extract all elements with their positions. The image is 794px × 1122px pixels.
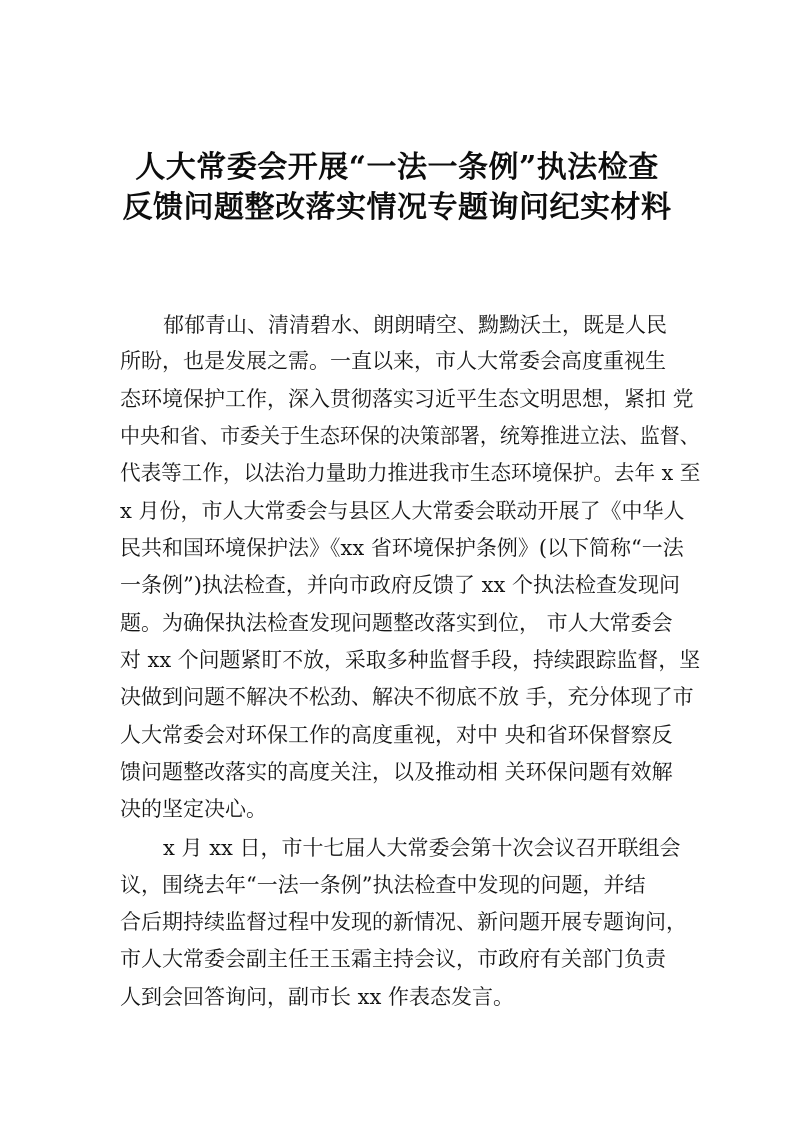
paragraph-1-line-4: 中央和省、市委关于生态环保的决策部署，统筹推进立法、监督、: [120, 424, 700, 448]
paragraph-1-line-9: 题。为确保执法检查发现问题整改落实到位， 市人大常委会: [120, 611, 673, 635]
paragraph-2-line-3: 合后期持续监督过程中发现的新情况、新问题开展专题询问，: [120, 910, 687, 934]
paragraph-1-line-13: 馈问题整改落实的高度关注，以及推动相 关环保问题有效解: [120, 760, 673, 784]
paragraph-2-line-5: 人到会回答询问，副市长 xx 作表态发言。: [120, 985, 515, 1009]
paragraph-1-line-10: 对 xx 个问题紧盯不放，采取多种监督手段，持续跟踪监督，坚: [120, 648, 701, 672]
paragraph-1-line-2: 所盼，也是发展之需。一直以来，市人大常委会高度重视生: [120, 349, 666, 373]
paragraph-2-line-4: 市人大常委会副主任王玉霜主持会议，市政府有关部门负责: [120, 947, 666, 971]
paragraph-1-line-14: 决的坚定决心。: [120, 797, 267, 821]
paragraph-1-line-8: 一条例”)执法检查，并向市政府反馈了 xx 个执法检查发现问: [120, 573, 680, 597]
paragraph-2-line-2: 议，围绕去年“一法一条例”执法检查中发现的问题，并结: [120, 873, 646, 897]
paragraph-1-line-1: 郁郁青山、清清碧水、朗朗晴空、黝黝沃土，既是人民: [163, 313, 667, 337]
paragraph-1-line-12: 人大常委会对环保工作的高度重视，对中 央和省环保督察反: [120, 723, 673, 747]
paragraph-2-line-1: x 月 xx 日，市十七届人大常委会第十次会议召开联组会: [163, 836, 681, 860]
paragraph-1-line-3: 态环境保护工作，深入贯彻落实习近平生态文明思想，紧扣 党: [120, 387, 694, 411]
document-title-line-2: 反馈问题整改落实情况专题询问纪实材料: [122, 190, 672, 225]
document-title-line-1: 人大常委会开展“一法一条例”执法检查: [135, 150, 659, 185]
paragraph-1-line-5: 代表等工作，以法治力量助力推进我市生态环境保护。去年 x 至: [120, 461, 701, 485]
paragraph-1-line-11: 决做到问题不解决不松劲、解决不彻底不放 手，充分体现了市: [120, 685, 694, 709]
paragraph-1-line-7: 民共和国环境保护法》《xx 省环境保护条例》(以下简称“一法: [120, 536, 684, 560]
paragraph-1-line-6: x 月份，市人大常委会与县区人大常委会联动开展了《中华人: [120, 499, 685, 523]
